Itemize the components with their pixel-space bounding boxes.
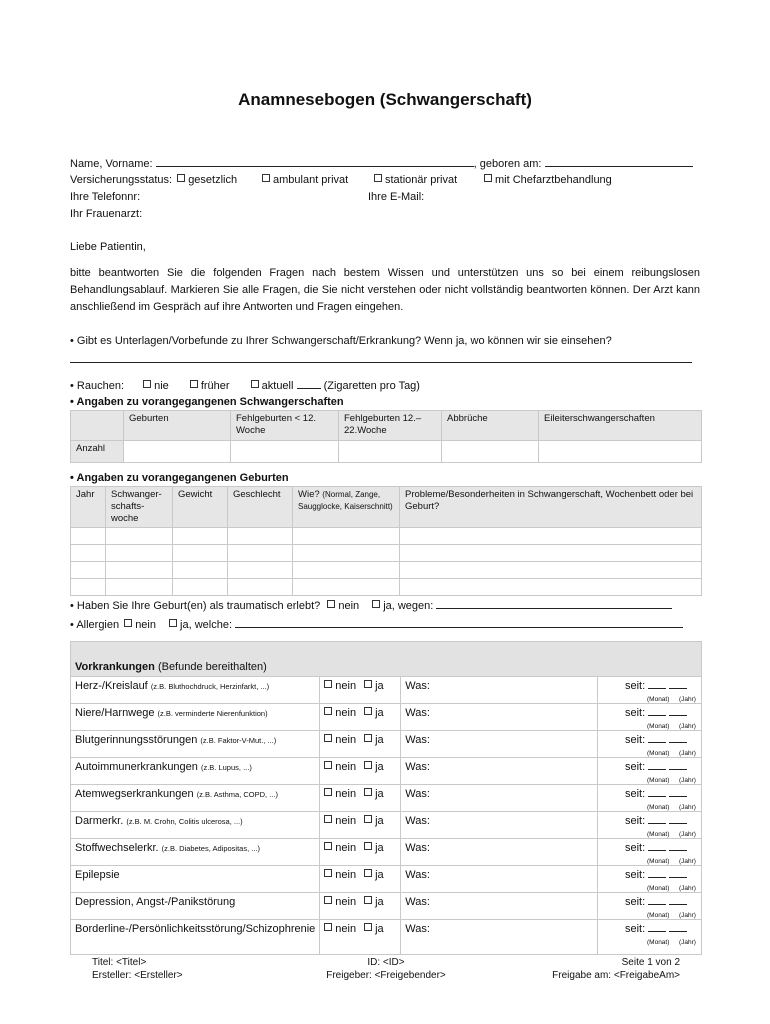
- month-caption: (Monat): [647, 723, 670, 730]
- what-label: Was:: [405, 788, 430, 800]
- table-header: Abbrüche: [442, 411, 539, 441]
- footer-author: Ersteller: <Ersteller>: [92, 970, 183, 981]
- prev-pregnancies-table: [70, 410, 702, 463]
- year-caption: (Jahr): [679, 912, 696, 919]
- option-label: nein: [335, 788, 357, 800]
- illness-name-cell: [71, 893, 320, 920]
- illness-table: [70, 641, 702, 955]
- illness-heading: [71, 642, 598, 677]
- month-field[interactable]: [648, 680, 666, 689]
- illness-name: Stoffwechselerkr.: [75, 842, 159, 854]
- table-header: Jahr: [71, 487, 106, 528]
- option-label: nein: [338, 600, 360, 612]
- name-field[interactable]: [156, 156, 474, 167]
- illness-row: [71, 893, 702, 920]
- table-cell[interactable]: [71, 545, 106, 562]
- illness-answer-cell: [320, 866, 401, 893]
- illness-answer-cell: [320, 677, 401, 704]
- option-label: nie: [154, 380, 169, 392]
- since-label: seit:: [625, 842, 646, 854]
- month-field[interactable]: [648, 815, 666, 824]
- month-caption: (Monat): [647, 831, 670, 838]
- illness-what-cell[interactable]: [401, 758, 598, 785]
- how-label: Wie?: [298, 489, 320, 500]
- checkbox-illness-no[interactable]: [324, 734, 332, 742]
- allergy-field[interactable]: [235, 617, 683, 628]
- illness-answer-cell: [320, 812, 401, 839]
- month-caption: (Monat): [647, 858, 670, 865]
- illness-detail: (z.B. verminderte Nierenfunktion): [157, 709, 268, 718]
- year-caption: (Jahr): [679, 939, 696, 946]
- month-caption: (Monat): [647, 939, 670, 946]
- illness-name: Darmerkr.: [75, 815, 124, 827]
- illness-since-cell[interactable]: [598, 866, 702, 893]
- illness-since-cell[interactable]: [598, 893, 702, 920]
- month-field[interactable]: [648, 734, 666, 743]
- illness-what-cell[interactable]: [401, 839, 598, 866]
- option-label: mit Chefarztbehandlung: [495, 174, 612, 186]
- option-label: nein: [335, 707, 357, 719]
- email-label: Ihre E-Mail:: [368, 191, 425, 203]
- what-label: Was:: [405, 680, 430, 692]
- illness-row: [71, 731, 702, 758]
- illness-answer-cell: [320, 731, 401, 758]
- illness-what-cell[interactable]: [401, 893, 598, 920]
- option-label: nein: [335, 680, 357, 692]
- option-label: ja: [375, 815, 384, 827]
- table-header: Schwanger-schafts-woche: [106, 487, 173, 528]
- month-field[interactable]: [648, 896, 666, 905]
- illness-name-cell: [71, 839, 320, 866]
- table-cell[interactable]: [71, 528, 106, 545]
- option-label: nein: [335, 734, 357, 746]
- option-label: nein: [135, 619, 156, 631]
- option-label: nein: [335, 869, 357, 881]
- illness-heading-fill: [598, 642, 702, 677]
- year-field[interactable]: [669, 680, 687, 689]
- illness-name-cell: [71, 920, 320, 955]
- illness-since-cell[interactable]: [598, 758, 702, 785]
- illness-row: [71, 758, 702, 785]
- year-caption: (Jahr): [679, 696, 696, 703]
- illness-name: Epilepsie: [75, 869, 120, 881]
- question-documents-text: Gibt es Unterlagen/Vorbefunde zu Ihrer Schwangerschaft/Erkrankung? Wenn ja, wo können wir sie einsehen?: [76, 335, 612, 347]
- month-caption: (Monat): [647, 804, 670, 811]
- option-label: ambulant privat: [273, 174, 349, 186]
- year-field[interactable]: [669, 869, 687, 878]
- checkbox-trauma-no[interactable]: [327, 600, 335, 608]
- name-row: [70, 156, 693, 171]
- illness-answer-cell: [320, 920, 401, 955]
- smoking-suffix: (Zigaretten pro Tag): [323, 380, 420, 392]
- birthdate-field[interactable]: [545, 156, 693, 167]
- what-label: Was:: [405, 734, 430, 746]
- heading-rest: (Befunde bereithalten): [157, 661, 267, 673]
- insurance-option-chefarzt: [484, 173, 612, 187]
- table-cell[interactable]: [106, 579, 173, 596]
- table-cell[interactable]: [173, 562, 228, 579]
- year-field[interactable]: [669, 761, 687, 770]
- checkbox-gesetzlich[interactable]: [177, 174, 185, 182]
- month-caption: (Monat): [647, 750, 670, 757]
- since-label: seit:: [625, 815, 646, 827]
- table-cell[interactable]: [173, 545, 228, 562]
- checkbox-smoking-former[interactable]: [190, 380, 198, 388]
- checkbox-illness-yes[interactable]: [364, 815, 372, 823]
- illness-name-cell: [71, 731, 320, 758]
- checkbox-illness-yes[interactable]: [364, 869, 372, 877]
- trauma-label: Haben Sie Ihre Geburt(en) als traumatisch erlebt?: [76, 600, 321, 612]
- checkbox-allergy-yes[interactable]: [169, 619, 177, 627]
- table-cell[interactable]: [293, 528, 400, 545]
- insurance-option-ambulant: [262, 173, 348, 187]
- since-label: seit:: [625, 788, 646, 800]
- illness-name-cell: [71, 704, 320, 731]
- illness-answer-cell: [320, 758, 401, 785]
- table-header-how: [293, 487, 400, 528]
- table-cell[interactable]: [400, 545, 702, 562]
- month-field[interactable]: [648, 788, 666, 797]
- smoking-label: Rauchen:: [76, 380, 125, 392]
- table-cell[interactable]: [106, 562, 173, 579]
- what-label: Was:: [405, 869, 430, 881]
- checkbox-illness-no[interactable]: [324, 923, 332, 931]
- option-label: nein: [335, 815, 357, 827]
- name-label: Name, Vorname:: [70, 158, 153, 170]
- table-cell[interactable]: [339, 441, 442, 463]
- illness-row: [71, 920, 702, 955]
- checkbox-illness-yes[interactable]: [364, 788, 372, 796]
- table-cell[interactable]: [293, 579, 400, 596]
- footer-right: [540, 956, 680, 982]
- checkbox-ambulant-privat[interactable]: [262, 174, 270, 182]
- checkbox-chefarzt[interactable]: [484, 174, 492, 182]
- month-caption: (Monat): [647, 777, 670, 784]
- checkbox-trauma-yes[interactable]: [372, 600, 380, 608]
- checkbox-illness-no[interactable]: [324, 788, 332, 796]
- illness-what-cell[interactable]: [401, 731, 598, 758]
- allergy-label: Allergien: [76, 619, 120, 631]
- year-caption: (Jahr): [679, 804, 696, 811]
- footer-title: Titel: <Titel>: [92, 957, 147, 968]
- table-header: Geschlecht: [228, 487, 293, 528]
- since-label: seit:: [625, 923, 646, 935]
- option-label: stationär privat: [385, 174, 458, 186]
- table-cell[interactable]: [124, 441, 231, 463]
- option-label: nein: [335, 761, 357, 773]
- table-cell[interactable]: [400, 562, 702, 579]
- month-field[interactable]: [648, 842, 666, 851]
- checkbox-illness-no[interactable]: [324, 896, 332, 904]
- illness-since-cell[interactable]: [598, 677, 702, 704]
- insurance-label: Versicherungsstatus:: [70, 174, 173, 186]
- illness-detail: (z.B. Bluthochdruck, Herzinfarkt, ...): [150, 682, 270, 691]
- since-label: seit:: [625, 869, 646, 881]
- table-cell[interactable]: [228, 528, 293, 545]
- table-cell[interactable]: [106, 528, 173, 545]
- prev-births-table: [70, 486, 702, 596]
- checkbox-illness-no[interactable]: [324, 869, 332, 877]
- year-field[interactable]: [669, 734, 687, 743]
- table-cell[interactable]: [228, 562, 293, 579]
- illness-name: Borderline-/Persönlichkeitsstörung/Schizophrenie: [75, 923, 316, 935]
- insurance-option-stationaer: [374, 173, 457, 187]
- option-label: aktuell: [261, 380, 294, 392]
- table-header: Probleme/Besonderheiten in Schwangerschaft, Wochenbett oder bei Geburt?: [400, 487, 702, 528]
- table-header: Gewicht: [173, 487, 228, 528]
- illness-answer-cell: [320, 785, 401, 812]
- table-cell[interactable]: [228, 545, 293, 562]
- option-label: ja: [375, 869, 384, 881]
- illness-detail: (z.B. Asthma, COPD, ...): [196, 790, 278, 799]
- month-caption: (Monat): [647, 885, 670, 892]
- table-cell[interactable]: [106, 545, 173, 562]
- illness-detail: (z.B. M. Crohn, Colitis ulcerosa, ...): [126, 817, 243, 826]
- phone-label: Ihre Telefonnr:: [70, 191, 141, 203]
- illness-row: [71, 785, 702, 812]
- illness-detail: (z.B. Diabetes, Adipositas, ...): [161, 844, 261, 853]
- checkbox-smoking-current[interactable]: [251, 380, 259, 388]
- table-cell[interactable]: [71, 579, 106, 596]
- table-cell[interactable]: [173, 528, 228, 545]
- heading-text: Angaben zu vorangegangenen Schwangerschaften: [76, 396, 344, 408]
- illness-since-cell[interactable]: [598, 785, 702, 812]
- insurance-row: [70, 173, 237, 187]
- illness-since-cell[interactable]: [598, 839, 702, 866]
- option-label: ja: [375, 842, 384, 854]
- footer-left: [92, 956, 183, 982]
- cigarettes-field[interactable]: [297, 378, 321, 389]
- illness-name: Herz-/Kreislauf: [75, 680, 148, 692]
- illness-row: [71, 839, 702, 866]
- born-label: , geboren am:: [473, 158, 542, 170]
- illness-name: Atemwegserkrankungen: [75, 788, 194, 800]
- illness-name: Niere/Harnwege: [75, 707, 155, 719]
- table-cell[interactable]: [231, 441, 339, 463]
- table-cell[interactable]: [228, 579, 293, 596]
- year-caption: (Jahr): [679, 723, 696, 730]
- checkbox-illness-yes[interactable]: [364, 680, 372, 688]
- table-header: Fehlgeburten < 12. Woche: [231, 411, 339, 441]
- illness-since-cell[interactable]: [598, 812, 702, 839]
- option-label: nein: [335, 896, 357, 908]
- illness-what-cell[interactable]: [401, 812, 598, 839]
- illness-what-cell[interactable]: [401, 866, 598, 893]
- checkbox-illness-no[interactable]: [324, 815, 332, 823]
- question-documents: • Gibt es Unterlagen/Vorbefunde zu Ihrer Schwangerschaft/Erkrankung? Wenn ja, wo können wir sie einsehen?: [70, 335, 612, 347]
- illness-name: Blutgerinnungsstörungen: [75, 734, 198, 746]
- since-label: seit:: [625, 680, 646, 692]
- checkbox-illness-yes[interactable]: [364, 842, 372, 850]
- illness-answer-cell: [320, 704, 401, 731]
- illness-answer-cell: [320, 893, 401, 920]
- option-label: ja, welche:: [180, 619, 233, 631]
- checkbox-illness-yes[interactable]: [364, 761, 372, 769]
- footer-approver: Freigeber: <Freigebender>: [326, 970, 446, 981]
- table-cell[interactable]: [293, 562, 400, 579]
- year-caption: (Jahr): [679, 885, 696, 892]
- year-field[interactable]: [669, 707, 687, 716]
- trauma-row: • Haben Sie Ihre Geburt(en) als traumatisch erlebt? nein ja, wegen:: [70, 598, 672, 613]
- what-label: Was:: [405, 923, 430, 935]
- option-label: ja: [375, 707, 384, 719]
- illness-row: [71, 677, 702, 704]
- option-label: früher: [200, 380, 230, 392]
- illness-since-cell[interactable]: [598, 731, 702, 758]
- illness-what-cell[interactable]: [401, 704, 598, 731]
- checkbox-illness-no[interactable]: [324, 707, 332, 715]
- illness-row: [71, 866, 702, 893]
- checkbox-illness-yes[interactable]: [364, 896, 372, 904]
- what-label: Was:: [405, 707, 430, 719]
- since-label: seit:: [625, 761, 646, 773]
- option-label: ja, wegen:: [383, 600, 434, 612]
- illness-name: Depression, Angst-/Panikstörung: [75, 896, 236, 908]
- intro-paragraph: bitte beantworten Sie die folgenden Fragen nach bestem Wissen und unterstützen uns so bei einem reibungslosen Behandlungsablauf. Markieren Sie alle Fragen, die Sie nicht verstehen oder nicht vollständig beantworten können. Der Arzt kann anschließend im Gespräch auf ihre Antworten und Fragen eingehen.: [70, 267, 700, 313]
- illness-detail: (z.B. Faktor-V-Mut., ...): [200, 736, 277, 745]
- checkbox-illness-yes[interactable]: [364, 707, 372, 715]
- illness-since-cell[interactable]: [598, 920, 702, 955]
- month-field[interactable]: [648, 707, 666, 716]
- option-label: nein: [335, 923, 357, 935]
- year-caption: (Jahr): [679, 750, 696, 757]
- year-field[interactable]: [669, 923, 687, 932]
- illness-what-cell[interactable]: [401, 920, 598, 955]
- footer-approved: Freigabe am: <FreigabeAm>: [552, 970, 680, 981]
- illness-row: [71, 812, 702, 839]
- checkbox-illness-yes[interactable]: [364, 734, 372, 742]
- illness-name-cell: [71, 812, 320, 839]
- footer-page: Seite 1 von 2: [621, 957, 680, 968]
- illness-name-cell: [71, 677, 320, 704]
- year-field[interactable]: [669, 896, 687, 905]
- how-detail: (Normal, Zange, Saugglocke, Kaiserschnitt): [298, 490, 393, 511]
- greeting: Liebe Patientin,: [70, 241, 146, 253]
- year-caption: (Jahr): [679, 831, 696, 838]
- option-label: ja: [375, 923, 384, 935]
- table-cell[interactable]: [539, 441, 702, 463]
- checkbox-illness-no[interactable]: [324, 842, 332, 850]
- illness-since-cell[interactable]: [598, 704, 702, 731]
- table-cell[interactable]: [400, 579, 702, 596]
- checkbox-smoking-never[interactable]: [143, 380, 151, 388]
- since-label: seit:: [625, 707, 646, 719]
- table-cell[interactable]: [173, 579, 228, 596]
- footer-id: ID: <ID>: [367, 957, 405, 968]
- heading-text: Angaben zu vorangegangenen Geburten: [76, 472, 289, 484]
- illness-row: [71, 704, 702, 731]
- year-field[interactable]: [669, 788, 687, 797]
- checkbox-illness-no[interactable]: [324, 761, 332, 769]
- allergy-row: • Allergien nein ja, welche:: [70, 617, 683, 632]
- checkbox-illness-no[interactable]: [324, 680, 332, 688]
- year-field[interactable]: [669, 842, 687, 851]
- year-caption: (Jahr): [679, 858, 696, 865]
- year-field[interactable]: [669, 815, 687, 824]
- table-cell[interactable]: [71, 562, 106, 579]
- option-label: ja: [375, 896, 384, 908]
- what-label: Was:: [405, 896, 430, 908]
- option-label: ja: [375, 761, 384, 773]
- option-label: nein: [335, 842, 357, 854]
- what-label: Was:: [405, 842, 430, 854]
- prev-births-heading: • Angaben zu vorangegangenen Geburten: [70, 472, 289, 484]
- heading-bold: Vorkrankungen: [75, 661, 155, 673]
- since-label: seit:: [625, 896, 646, 908]
- illness-detail: (z.B. Lupus, ...): [200, 763, 252, 772]
- documents-answer-line[interactable]: [70, 362, 692, 363]
- table-cell[interactable]: [442, 441, 539, 463]
- page-title: Anamnesebogen (Schwangerschaft): [238, 90, 532, 109]
- row-label: Anzahl: [71, 441, 124, 463]
- illness-what-cell[interactable]: [401, 677, 598, 704]
- checkbox-illness-yes[interactable]: [364, 923, 372, 931]
- illness-what-cell[interactable]: [401, 785, 598, 812]
- doctor-label: Ihr Frauenarzt:: [70, 208, 143, 220]
- checkbox-stationaer-privat[interactable]: [374, 174, 382, 182]
- month-field[interactable]: [648, 869, 666, 878]
- illness-name-cell: [71, 785, 320, 812]
- illness-answer-cell: [320, 839, 401, 866]
- option-label: ja: [375, 734, 384, 746]
- illness-name: Autoimmunerkrankungen: [75, 761, 198, 773]
- table-header-empty: [71, 411, 124, 441]
- table-header: Geburten: [124, 411, 231, 441]
- checkbox-allergy-no[interactable]: [124, 619, 132, 627]
- table-cell[interactable]: [400, 528, 702, 545]
- since-label: seit:: [625, 734, 646, 746]
- table-header: Eileiterschwangerschaften: [539, 411, 702, 441]
- illness-name-cell: [71, 758, 320, 785]
- footer-center: [326, 956, 446, 982]
- illness-name-cell: [71, 866, 320, 893]
- trauma-reason-field[interactable]: [436, 598, 672, 609]
- prev-pregnancies-heading: • Angaben zu vorangegangenen Schwangerschaften: [70, 396, 344, 408]
- what-label: Was:: [405, 761, 430, 773]
- option-label: gesetzlich: [188, 174, 238, 186]
- month-caption: (Monat): [647, 696, 670, 703]
- year-caption: (Jahr): [679, 777, 696, 784]
- option-label: ja: [375, 680, 384, 692]
- smoking-row: • Rauchen: nie früher aktuell (Zigaretten pro Tag): [70, 380, 420, 392]
- what-label: Was:: [405, 815, 430, 827]
- month-caption: (Monat): [647, 912, 670, 919]
- month-field[interactable]: [648, 761, 666, 770]
- table-header: Fehlgeburten 12.– 22.Woche: [339, 411, 442, 441]
- month-field[interactable]: [648, 923, 666, 932]
- option-label: ja: [375, 788, 384, 800]
- table-cell[interactable]: [293, 545, 400, 562]
